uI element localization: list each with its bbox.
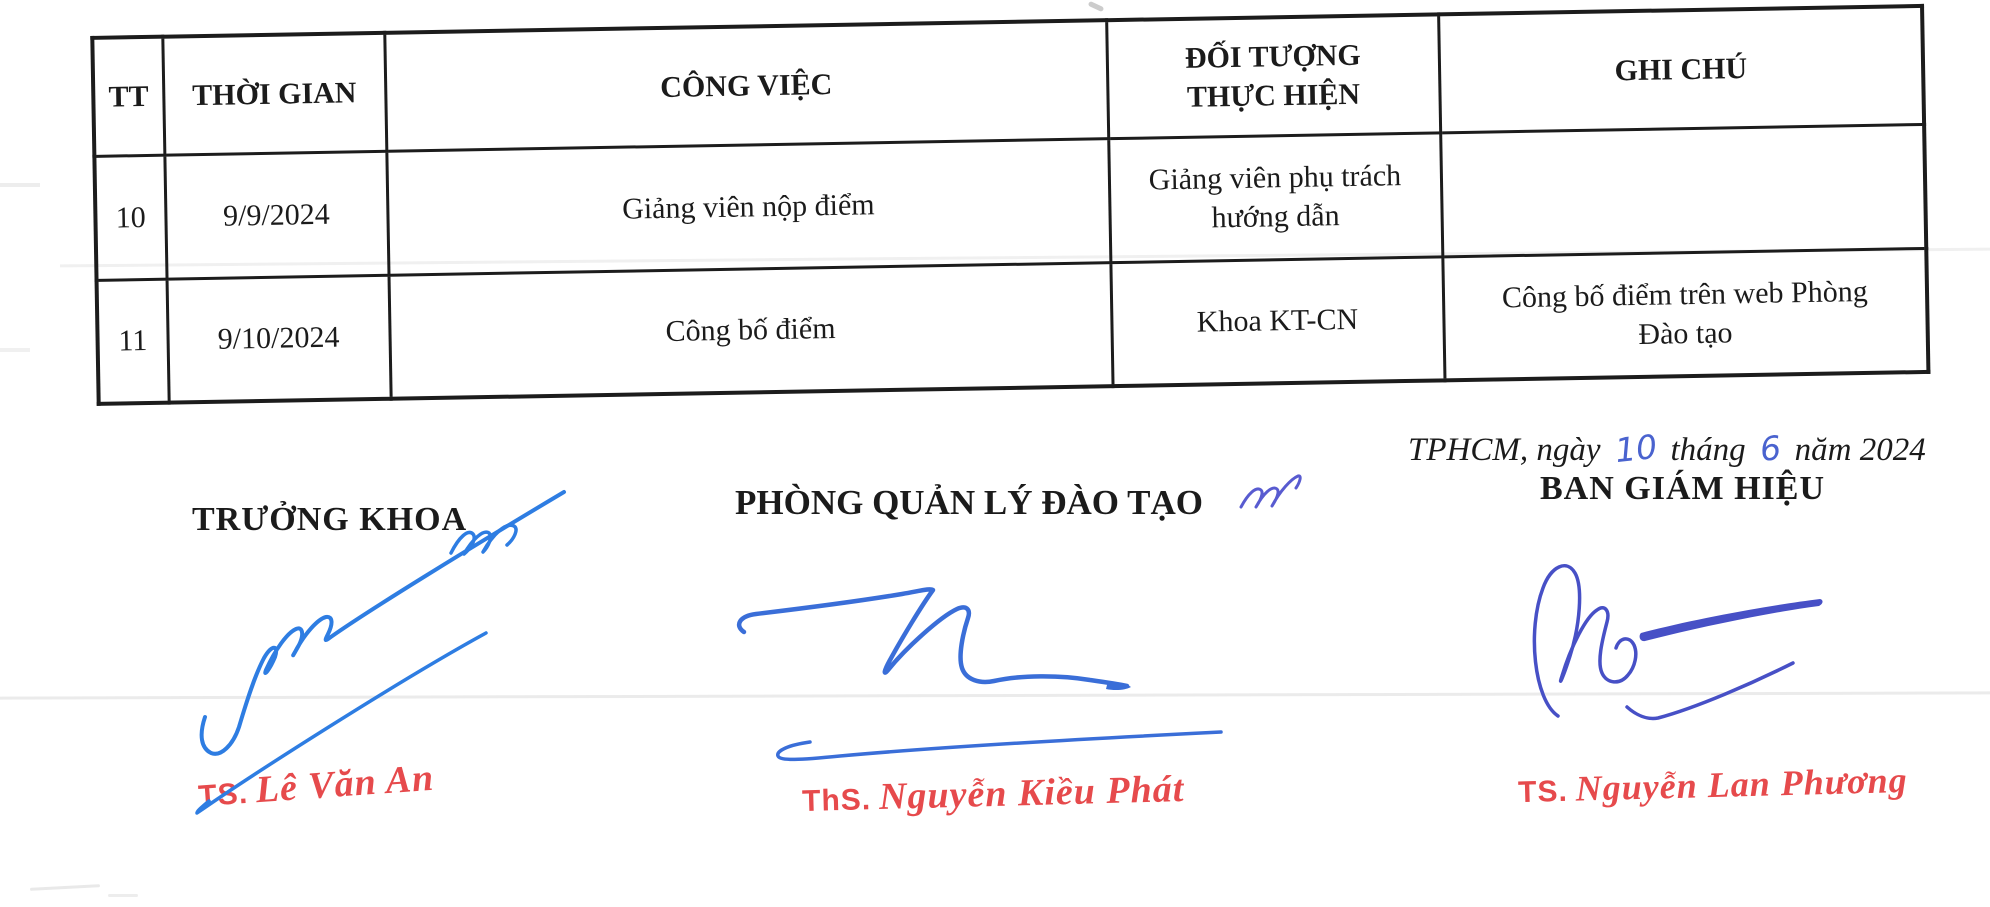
schedule-table-wrap — [90, 4, 1926, 406]
scan-artifact-speck — [1088, 1, 1105, 12]
name-script: Nguyễn Kiều Phát — [878, 768, 1185, 818]
scan-artifact-smudge — [30, 884, 100, 891]
scan-artifact-smudge — [0, 348, 30, 352]
initials-scribble-mh — [1241, 476, 1300, 507]
cell-ghi-chu — [1442, 248, 1928, 380]
scan-artifact-line — [0, 691, 1990, 699]
name-prefix: TS. — [197, 776, 250, 814]
signature-flourish — [1640, 599, 1823, 641]
cell-thoi-gian: 9/9/2024 — [164, 151, 388, 279]
schedule-table — [90, 4, 1930, 406]
cell-doi-tuong: Giảng viên phụ trách hướng dẫn — [1108, 132, 1442, 262]
signature-check-stroke — [1627, 663, 1793, 718]
signature-ban-giam-hieu — [1534, 566, 1822, 719]
stamped-name-nguyen-kieu-phat — [801, 767, 1184, 821]
name-script: Lê Văn An — [254, 756, 436, 812]
cell-thoi-gian: 9/10/2024 — [167, 275, 391, 403]
signature-scribble — [1241, 476, 1300, 507]
signature-stroke — [1534, 566, 1635, 716]
cell-tt: 11 — [97, 279, 169, 404]
header-doi-tuong-text: ĐỐI TƯỢNG THỰC HIỆN — [1184, 39, 1362, 115]
name-prefix: ThS. — [801, 783, 872, 818]
scan-artifact-smudge — [0, 183, 40, 187]
title-phong-quan-ly-dao-tao: PHÒNG QUẢN LÝ ĐÀO TẠO — [735, 483, 1203, 522]
header-ghi-chu: GHI CHÚ — [1438, 6, 1924, 132]
date-line — [1408, 426, 1926, 471]
cell-tt: 10 — [94, 155, 166, 280]
handwritten-month: 6 — [1757, 428, 1783, 469]
title-truong-khoa: TRƯỞNG KHOA — [192, 501, 468, 538]
signature-stroke — [739, 589, 1127, 686]
date-thang: tháng — [1670, 432, 1746, 468]
date-prefix: TPHCM, ngày — [1408, 432, 1601, 468]
cell-ghi-chu — [1440, 124, 1926, 256]
header-thoi-gian: THỜI GIAN — [162, 33, 386, 155]
cell-cong-viec: Giảng viên nộp điểm — [386, 138, 1110, 275]
signature-underline — [778, 732, 1221, 759]
stamped-name-nguyen-lan-phuong — [1518, 759, 1909, 811]
signature-phong-quan-ly-dao-tao — [739, 589, 1221, 759]
signature-stroke-tip — [1106, 681, 1131, 690]
header-cong-viec: CÔNG VIỆC — [384, 20, 1108, 151]
stamped-name-le-van-an — [197, 756, 436, 816]
date-suffix: năm 2024 — [1794, 432, 1926, 468]
title-ban-giam-hieu: BAN GIÁM HIỆU — [1540, 470, 1826, 507]
handwritten-day: 10 — [1612, 426, 1659, 471]
scan-artifact-smudge — [108, 894, 138, 897]
header-tt: TT — [92, 37, 164, 156]
header-doi-tuong — [1106, 14, 1440, 138]
name-prefix: TS. — [1517, 774, 1569, 810]
cell-doi-tuong: Khoa KT-CN — [1110, 256, 1444, 386]
cell-cong-viec: Công bố điểm — [388, 262, 1112, 399]
cell-ghi-chu-text: Công bố điểm trên web Phòng Đào tạo — [1501, 274, 1868, 351]
name-script: Nguyễn Lan Phương — [1575, 759, 1909, 809]
